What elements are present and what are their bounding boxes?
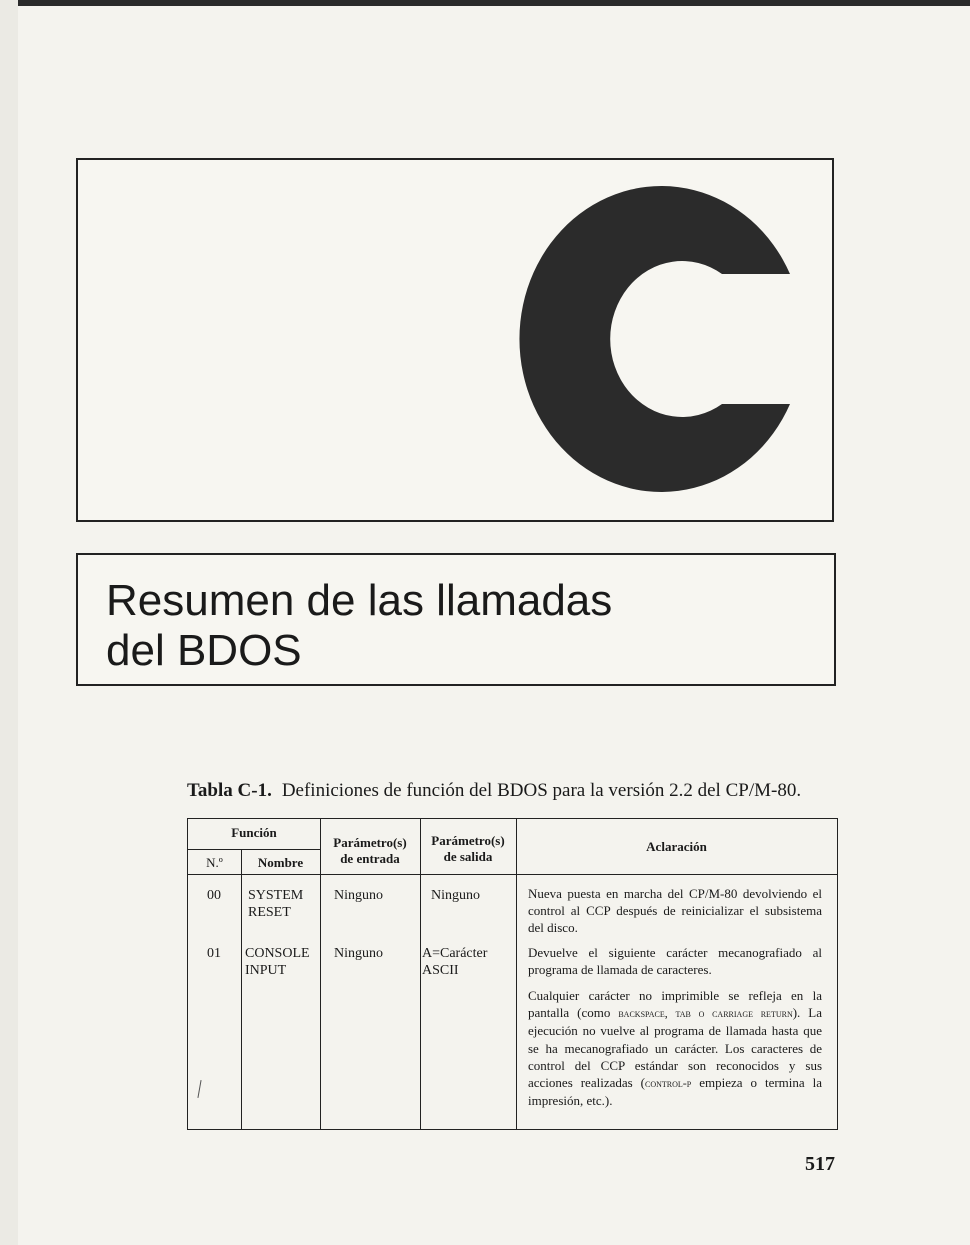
row-01-salida — [422, 945, 487, 979]
row-00-nombre — [248, 887, 303, 921]
row-01-aclaracion-key: control-p — [645, 1076, 692, 1091]
scan-left-edge — [0, 0, 18, 1245]
table-rule — [516, 819, 517, 1129]
row-00-nombre-line-1: SYSTEM — [248, 888, 304, 903]
bdos-function-table — [187, 818, 838, 1130]
header-entrada — [320, 835, 420, 867]
row-01-aclaracion-p2 — [528, 987, 822, 1109]
row-01-aclaracion-text: empieza o termina la impresión, etc.). — [528, 1075, 823, 1109]
row-00-salida: Ninguno — [431, 888, 480, 903]
row-01-nombre-line-2: INPUT — [245, 963, 287, 978]
table-rule — [188, 849, 320, 850]
row-00-numero: 00 — [207, 888, 221, 903]
table-rule — [420, 819, 421, 1129]
scan-top-edge — [0, 0, 970, 6]
header-salida-line-1: Parámetro(s) — [431, 833, 505, 848]
row-01-aclaracion-keys: backspace, tab o carriage return — [618, 1006, 793, 1021]
header-entrada-line-1: Parámetro(s) — [333, 835, 407, 850]
header-aclaracion: Aclaración — [646, 839, 707, 854]
header-numero: N.º — [206, 855, 223, 870]
header-salida-line-2: de salida — [443, 849, 493, 864]
row-01-salida-line-2: ASCII — [422, 963, 459, 978]
table-caption-label: Tabla C-1. — [187, 780, 272, 801]
header-funcion: Función — [231, 825, 277, 840]
row-01-salida-line-1: A=Carácter — [422, 946, 488, 961]
chapter-title-box — [76, 553, 836, 686]
page-number: 517 — [805, 1153, 835, 1175]
row-00-aclaracion: Nueva puesta en marcha del CP/M-80 devolviendo el control al CCP después de reinicializar el subsistema del disco. — [528, 886, 822, 936]
header-entrada-line-2: de entrada — [340, 851, 400, 866]
row-01-numero: 01 — [207, 946, 221, 961]
chapter-letter-c — [510, 186, 794, 492]
row-01-aclaracion-text: ). La ejecución no vuelve al programa de llamada hasta que se ha mecanografiado un carácter. Los caracteres de control del CCP estándar son reconocidos y sus acciones realizadas ( — [528, 1005, 822, 1091]
row-01-aclaracion-text: Cualquier carácter no imprimible se refleja en la pantalla (como — [528, 988, 822, 1021]
chapter-title-line-2: del BDOS — [106, 626, 302, 675]
chapter-box — [76, 158, 834, 522]
header-salida — [420, 833, 516, 865]
row-01-nombre — [245, 945, 310, 979]
table-rule — [241, 849, 242, 1129]
table-caption-text: Definiciones de función del BDOS para la versión 2.2 del CP/M-80. — [281, 780, 802, 801]
header-nombre: Nombre — [257, 855, 304, 870]
row-01-aclaracion-p1: Devuelve el siguiente carácter mecanografiado al programa de llamada de caracteres. — [528, 945, 822, 978]
row-00-nombre-line-2: RESET — [248, 905, 291, 920]
chapter-title-line-1: Resumen de las llamadas — [106, 576, 613, 625]
row-01-nombre-line-1: CONSOLE — [245, 946, 310, 961]
row-01-entrada: Ninguno — [334, 946, 383, 961]
row-00-entrada: Ninguno — [334, 888, 383, 903]
table-header-rule — [188, 874, 837, 875]
table-caption — [187, 780, 801, 802]
